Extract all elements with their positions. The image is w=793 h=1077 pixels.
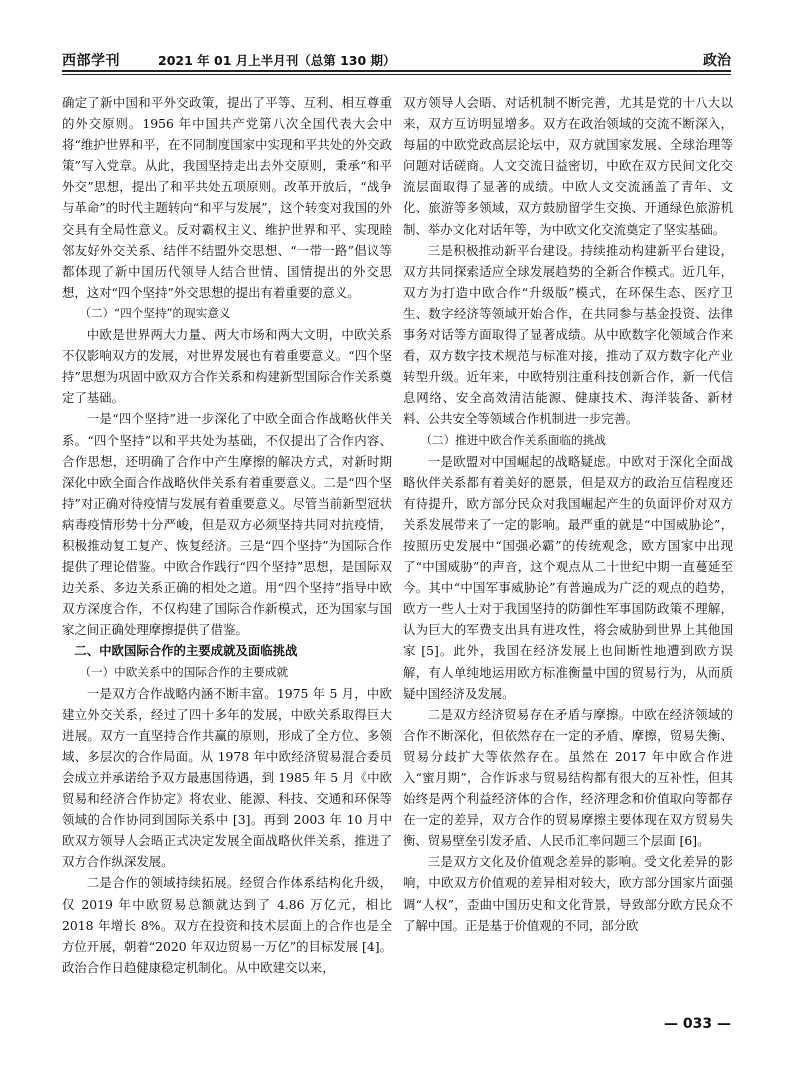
paragraph: 一是双方合作战略内涵不断丰富。1975 年 5 月，中欧建立外交关系，经过了四十多年的发展，中欧关系取得巨大进展。双方一直坚持合作共赢的原则，形成了全方位、多领域、多层次的合作局面。从 1978 年中欧经济贸易混合委员会成立并承诺给予双方最惠国待遇，到 1985 年 5 月《中欧贸易和经济合作协定》将农业、能源、科技、交通和环保等领域的合作协同到国际关系中 [3]。再到 2003 年 10 月中欧双方领导人会晤正式决定发展全面战略伙伴关系，推进了双方合作纵深发展。: [62, 685, 392, 870]
page-number: — 033 —: [664, 1016, 731, 1032]
paragraph: 二是合作的领域持续拓展。经贸合作体系结构化升级，仅 2019 年中欧贸易总额就达到了 4.86 万亿元，相比 2018 年增长 8%。双方在投资和技术层面上的合作也是全方位开展，朝着“2020 年双边贸易一万亿”的目标发展 [4]。政治合作日趋健康稳定机制化。从中欧建交以来，: [62, 875, 392, 975]
paragraph: 双方领导人会晤、对话机制不断完善，尤其是党的十八大以来，双方互访明显增多。双方在政治领域的交流不断深入，每届的中欧党政高层论坛中，双方就国家发展、全球治理等问题对话磋商。人文交流日益密切，中欧在双方民间文化交流层面取得了显著的成绩。中欧人文交流涵盖了青年、文化、旅游等多领域，双方鼓励留学生交换、开通绿色旅游机制、举办文化对话年等，为中欧文化交流奠定了坚实基础。: [403, 95, 733, 237]
header-rule-thin: [62, 74, 731, 75]
paragraph: 确定了新中国和平外交政策，提出了平等、互利、相互尊重的外交原则。1956 年中国共产党第八次全国代表大会中将“维护世界和平，在不同制度国家中实现和平共处的外交政策”写入党章。从此，我国坚持走出去外交原则，秉承“和平外交”思想，提出了和平共处五项原则。改革开放后，“战争与革命”的时代主题转向“和平与发展”，这个转变对我国的外交具有全局性意义。反对霸权主义、维护世界和平、实现睦邻友好外交关系、结伴不结盟外交思想、“一带一路”倡议等都体现了新中国历代领导人结合世情、国情提出的外交思想，这对“四个坚持”外交思想的提出有着重要的意义。: [62, 95, 392, 300]
paragraph: 一是欧盟对中国崛起的战略疑虑。中欧对于深化全面战略伙伴关系都有着美好的愿景，但是双方的政治互信程度还有待提升，欧方部分民众对我国崛起产生的负面评价对双方关系发展带来了一定的影响。最严重的就是“中国威胁论”，按照历史发展中“国强必霸”的传统观念，欧方国家中出现了“中国威胁”的声音，这个观点从二十世纪中期一直蔓延至今。其中“中国军事威胁论”有普遍成为广泛的观点的趋势，欧方一些人士对于我国坚持的防御性军事国防政策不理解，认为巨大的军费支出具有进攻性，将会威胁到世界上其他国家 [5]。此外，我国在经济发展上也间断性地遭到欧方误解，有人单纯地运用欧方标准衡量中国的贸易行为，从而质疑中国经济及发展。: [403, 453, 733, 701]
paragraph: 二是双方经济贸易存在矛盾与摩擦。中欧在经济领域的合作不断深化，但依然存在一定的矛盾、摩擦，贸易失衡、贸易分歧扩大等依然存在。虽然在 2017 年中欧合作进入“蜜月期”，合作诉求与贸易结构都有很大的互补性，但其始终是两个利益经济体的合作，经济理念和价值取向等都存在一定的差异，双方合作的贸易摩擦主要体现在双方贸易失衡、贸易壁垒引发矛盾、人民币汇率问题三个层面 [6]。: [403, 706, 733, 849]
paragraph: 中欧是世界两大力量、两大市场和两大文明，中欧关系不仅影响双方的发展，对世界发展也有着重要意义。“四个坚持”思想为巩固中欧双方合作关系和构建新型国际合作关系奠定了基础。: [62, 327, 392, 406]
paragraph: 三是积极推动新平台建设。持续推动构建新平台建设，双方共同探索适应全球发展趋势的全新合作模式。近几年，双方为打造中欧合作“升级版”模式，在环保生态、医疗卫生、数字经济等领域开始合作，在共同参与基金投资、法律事务对话等方面取得了显著成绩。从中欧数字化领域合作来看，双方数字技术规范与标准对接，推动了双方数字化产业转型升级。近年来，中欧特别注重科技创新合作，新一代信息网络、安全高效清洁能源、健康技术、海洋装备、新材料、公共安全等领域合作机制进一步完善。: [403, 242, 733, 427]
journal-name: 西部学刊: [62, 53, 120, 69]
right-column: [403, 92, 733, 1022]
subsection-heading: （二）“四个坚持”的现实意义: [79, 305, 231, 320]
subsection-heading: （一）中欧关系中的国际合作的主要成就: [79, 664, 289, 679]
issue-info: 2021 年 01 月上半月刊（总第 130 期）: [158, 53, 396, 68]
header-rule-thick: [62, 70, 731, 72]
paragraph: 三是双方文化及价值观念差异的影响。受文化差异的影响，中欧双方价值观的差异相对较大，欧方部分国家片面强调“人权”，歪曲中国历史和文化背景，导致部分欧方民众不了解中国。正是基于价值观的不同，部分欧: [403, 854, 733, 933]
section-label: 政治: [703, 53, 731, 69]
left-column: [62, 92, 392, 1022]
paragraph: 一是“四个坚持”进一步深化了中欧全面合作战略伙伴关系。“四个坚持”以和平共处为基础，不仅提出了合作内容、合作思想，还明确了合作中产生摩擦的解决方式，对新时期深化中欧全面合作战略伙伴关系有着重要意义。二是“四个坚持”对正确对待疫情与发展有着重要意义。尽管当前新型冠状病毒疫情形势十分严峻，但是双方必须坚持共同对抗疫情，积极推动复工复产、恢复经济。三是“四个坚持”为国际合作提供了理论借鉴。中欧合作践行“四个坚持”思想，是国际双边关系、多边关系正确的相处之道。用“四个坚持”指导中欧双方深度合作，不仅构建了国际合作新模式，还为国家与国家之间正确处理摩擦提供了借鉴。: [62, 411, 392, 638]
subsection-heading: （二）推进中欧合作关系面临的挑战: [420, 432, 606, 447]
section-heading: 二、中欧国际合作的主要成就及面临挑战: [74, 643, 298, 659]
running-header: [62, 44, 731, 84]
